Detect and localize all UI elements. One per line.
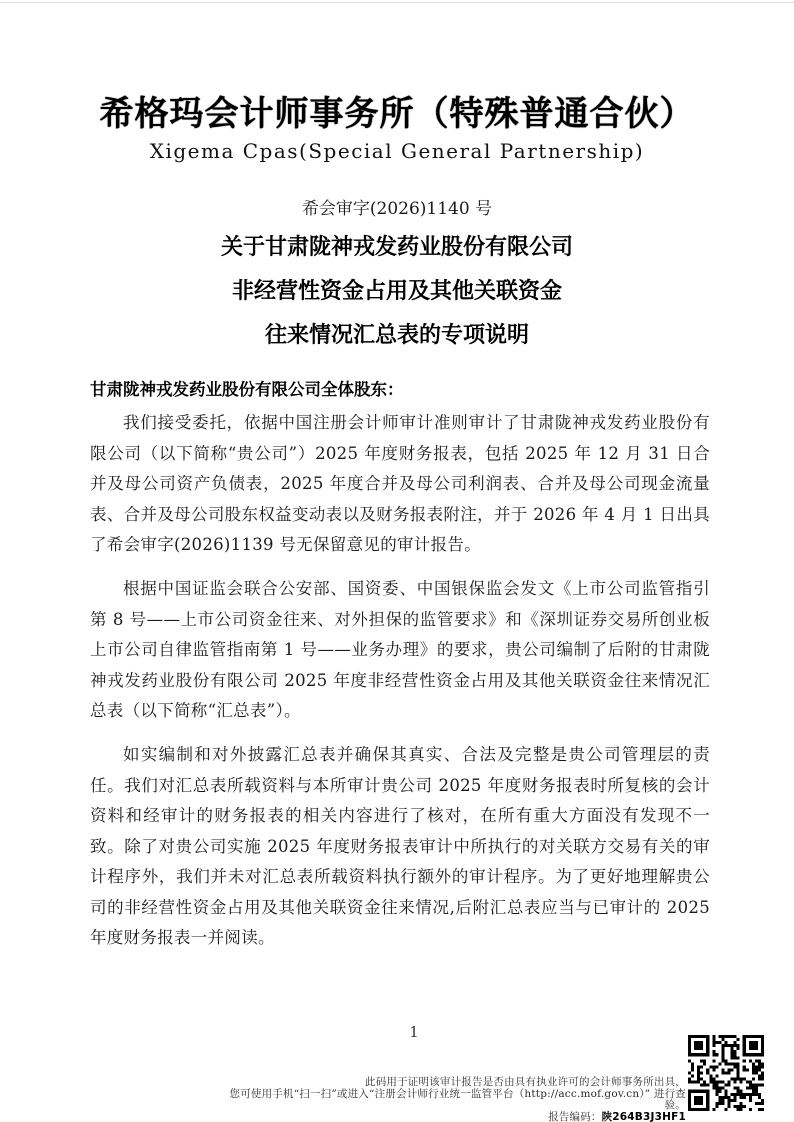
verification-line-1: 此码用于证明该审计报告是否由具有执业许可的会计师事务所出具，: [365, 1076, 686, 1088]
title-line-3: 往来情况汇总表的专项说明: [264, 323, 529, 348]
document-title: [0, 226, 794, 358]
report-code-label: 报告编码：: [548, 1110, 602, 1122]
salutation-line: 甘肃陇神戎发药业股份有限公司全体股东：: [90, 380, 404, 399]
paragraph-audit-scope: 我们接受委托，依据中国注册会计师审计准则审计了甘肃陇神戎发药业股份有限公司（以下简称“贵公司”）2025 年度财务报表，包括 2025 年 12 月 31 日合并及母公司资产负债表，2025 年度合并及母公司利润表、合并及母公司现金流量表、合并及母公司股东权益变动表以及财务报表附注，并于 2026 年 4 月 1 日出具了希会审字(2026)1139 号无保留意见的审计报告。: [90, 413, 710, 554]
document-number: 希会审字(2026)1140 号: [301, 199, 493, 219]
report-code-line: [220, 1112, 686, 1122]
paragraph-responsibility: 如实编制和对外披露汇总表并确保其真实、合法及完整是贵公司管理层的责任。我们对汇总表所载资料与本所审计贵公司 2025 年度财务报表时所复核的会计资料和经审计的财务报表的相关内容进行了核对，在所有重大方面没有发现不一致。除了对贵公司实施 2025 年度财务报表审计中所执行的对关联方交易有关的审计程序外，我们并未对汇总表所载资料执行额外的审计程序。为了更好地理解贵公司的非经营性资金占用及其他关联资金往来情况,后附汇总表应当与已审计的 2025 年度财务报表一并阅读。: [90, 745, 710, 947]
verification-line-2: 您可使用手机“扫一扫”或进入“注册会计师行业统一监管平台（http://acc.mof.gov.cn）” 进行查验。: [229, 1087, 686, 1111]
page-number: 1: [409, 1023, 419, 1041]
scan-edge-line: [0, 2, 794, 3]
report-code-value: 陕264B3J3HF1: [601, 1110, 686, 1122]
title-line-2: 非经营性资金占用及其他关联资金: [231, 279, 562, 304]
firm-name-chinese: 希格玛会计师事务所（特殊普通合伙）: [99, 94, 695, 134]
title-line-1: 关于甘肃陇神戎发药业股份有限公司: [220, 235, 573, 260]
paragraph-regulatory-basis: 根据中国证监会联合公安部、国资委、中国银保监会发文《上市公司监管指引第 8 号——上市公司资金往来、对外担保的监管要求》和《深圳证券交易所创业板上市公司自律监管指南第 1 号——业务办理》的要求，贵公司编制了后附的甘肃陇神戎发药业股份有限公司 2025 年度非经营性资金占用及其他关联资金往来情况汇总表（以下简称“汇总表”）。: [90, 579, 710, 720]
qr-code: [688, 1034, 764, 1112]
verification-note: [220, 1077, 686, 1122]
firm-name-english: Xigema Cpas(Special General Partnership): [149, 139, 645, 163]
